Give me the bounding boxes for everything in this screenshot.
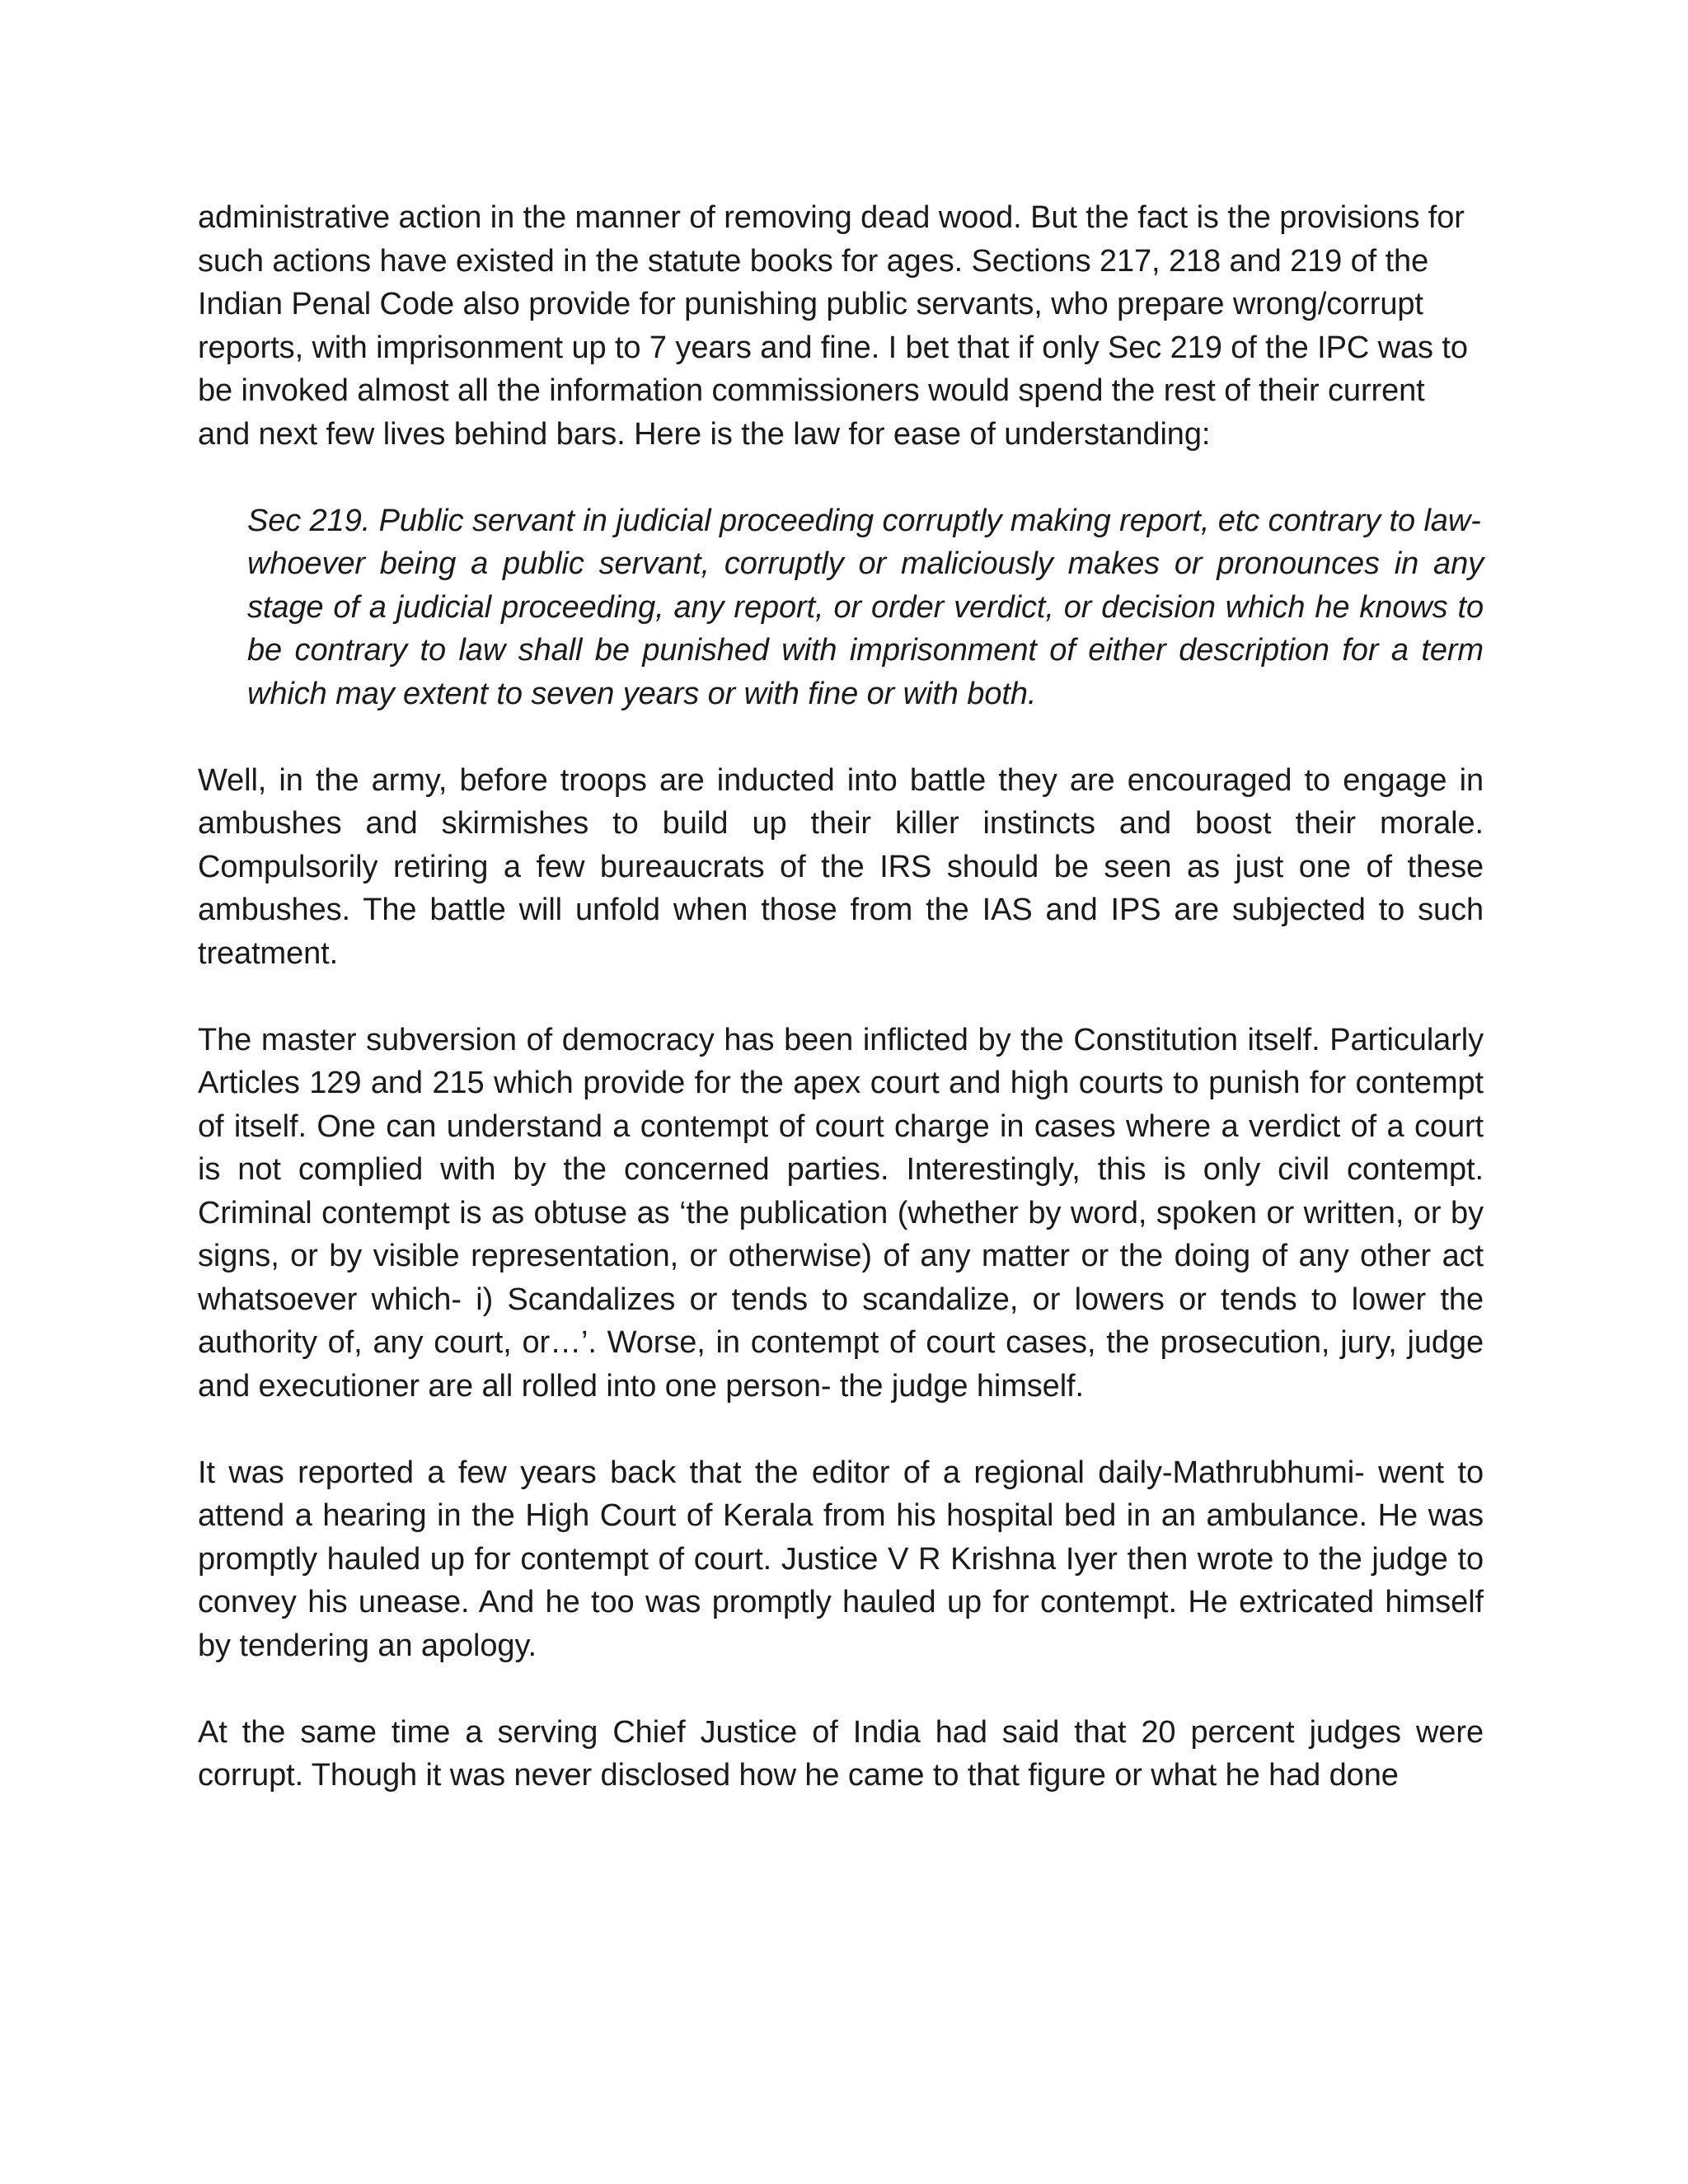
legal-quote [198, 499, 1484, 716]
paragraph-gap [198, 975, 1484, 1019]
quote-body: whoever being a public servant, corruptly or maliciously makes or pronounces in any stage of a judicial proceeding, any report, or order verdict, or decision which he knows to be contrary to law shall be punished with imprisonment of either description for a term which may extent to seven years or with fine or with both. [247, 546, 1484, 711]
paragraph-gap [198, 1408, 1484, 1451]
paragraph-gap [198, 715, 1484, 759]
paragraph-intro: administrative action in the manner of removing dead wood. But the fact is the provisions for such actions have existed in the statute books for ages. Sections 217, 218 and 219 of the Indian Penal Code also provide for punishing public servants, who prepare wrong/corrupt reports, with imprisonment up to 7 years and fine. I bet that if only Sec 219 of the IPC was to be invoked almost all the information commissioners would spend the rest of their current and next few lives behind bars. Here is the law for ease of understanding: [198, 200, 1468, 452]
paragraph-army: Well, in the army, before troops are inducted into battle they are encouraged to engage in ambushes and skirmishes to build up their killer instincts and boost their morale. Compulsorily retiring a few bureaucrats of the IRS should be seen as just one of these ambushes. The battle will unfold when those from the IAS and IPS are subjected to such treatment. [198, 762, 1484, 971]
paragraph-gap [198, 456, 1484, 499]
paragraph-gap [198, 1667, 1484, 1711]
paragraph-mathrubhumi: It was reported a few years back that the editor of a regional daily-Mathrubhumi- went to attend a hearing in the High Court of Kerala from his hospital bed in an ambulance. He was promptly hauled up for contempt of court. Justice V R Krishna Iyer then wrote to the judge to convey his unease. And he too was promptly hauled up for contempt. He extricated himself by tendering an apology. [198, 1455, 1484, 1663]
paragraph-constitution: The master subversion of democracy has been inflicted by the Constitution itself. Particularly Articles 129 and 215 which provide for the apex court and high courts to punish for contempt of itself. One can understand a contempt of court charge in cases where a verdict of a court is not complied with by the concerned parties. Interestingly, this is only civil contempt. Criminal contempt is as obtuse as ‘the publication (whether by word, spoken or written, or by signs, or by visible representation, or otherwise) of any matter or the doing of any other act whatsoever which- i) Scandalizes or tends to scandalize, or lowers or tends to lower the authority of, any court, or…’. Worse, in contempt of court cases, the prosecution, jury, judge and executioner are all rolled into one person- the judge himself. [198, 1022, 1484, 1404]
paragraph-chief-justice: At the same time a serving Chief Justice of India had said that 20 percent judges were corrupt. Though it was never disclosed how he came to that figure or what he had done [198, 1714, 1484, 1793]
document-page [198, 196, 1484, 1797]
quote-heading: Sec 219. Public servant in judicial proceeding corruptly making report, etc contrary to law- [247, 503, 1481, 538]
